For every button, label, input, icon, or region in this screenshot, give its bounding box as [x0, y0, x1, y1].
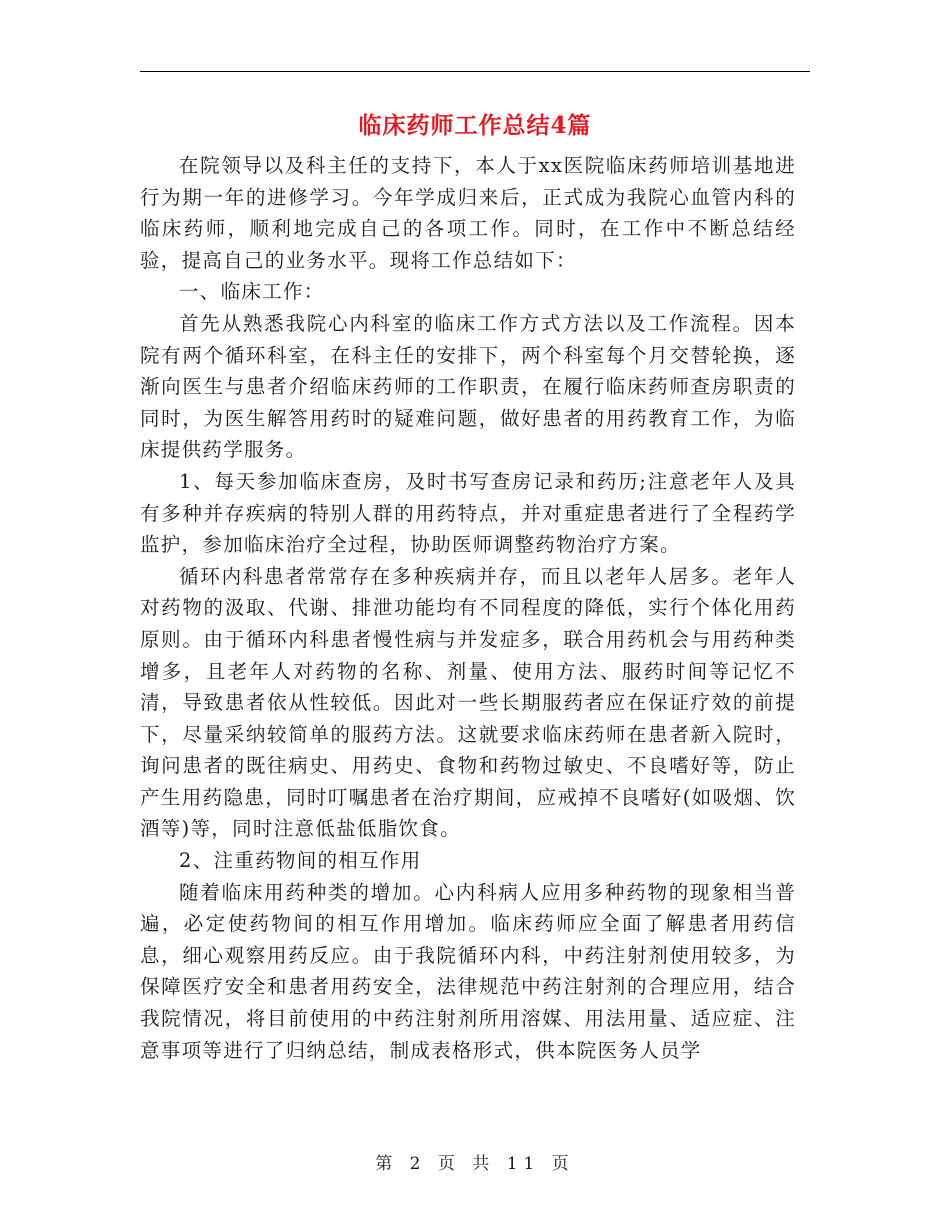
paragraph-drug-interactions: 随着临床用药种类的增加。心内科病人应用多种药物的现象相当普遍，必定使药物间的相互作用增加。临床药师应全面了解患者用药信息，细心观察用药反应。由于我院循环内科，中药注射剂使用较多，为保障医疗安全和患者用药安全，法律规范中药注射剂的合理应用，结合我院情况，将目前使用的中药注射剂所用溶媒、用法用量、适应症、注意事项等进行了归纳总结，制成表格形式，供本院医务人员学 [140, 880, 796, 1062]
document-title: 临床药师工作总结4篇 [358, 112, 592, 139]
page-footer: 第 2 页 共 11 页 [375, 1154, 575, 1174]
header-rule [140, 71, 810, 72]
heading-drug-interactions: 2、注重药物间的相互作用 [179, 849, 422, 873]
document-body [140, 150, 796, 1066]
paragraph-intro: 在院领导以及科主任的支持下，本人于xx医院临床药师培训基地进行为期一年的进修学习。今年学成归来后，正式成为我院心血管内科的临床药师，顺利地完成自己的各项工作。同时，在工作中不断总结经验，提高自己的业务水平。现将工作总结如下： [140, 154, 796, 272]
paragraph-elderly-patients: 循环内科患者常常存在多种疾病并存，而且以老年人居多。老年人对药物的汲取、代谢、排泄功能均有不同程度的降低，实行个体化用药原则。由于循环内科患者慢性病与并发症多，联合用药机会与用药种类增多，且老年人对药物的名称、剂量、使用方法、服药时间等记忆不清，导致患者依从性较低。因此对一些长期服药者应在保证疗效的前提下，尽量采纳较简单的服药方法。这就要求临床药师在患者新入院时，询问患者的既往病史、用药史、食物和药物过敏史、不良嗜好等，防止产生用药隐患，同时叮嘱患者在治疗期间，应戒掉不良嗜好(如吸烟、饮酒等)等，同时注意低盐低脂饮食。 [140, 564, 796, 841]
paragraph-ward-rounds: 1、每天参加临床查房，及时书写查房记录和药历;注意老年人及具有多种并存疾病的特别人群的用药特点，并对重症患者进行了全程药学监护，参加临床治疗全过程，协助医师调整药物治疗方案。 [140, 469, 796, 557]
heading-clinical-work: 一、临床工作： [179, 280, 325, 304]
paragraph-familiarize: 首先从熟悉我院心内科室的临床工作方式方法以及工作流程。因本院有两个循环科室，在科主任的安排下，两个科室每个月交替轮换，逐渐向医生与患者介绍临床药师的工作职责，在履行临床药师查房职责的同时，为医生解答用药时的疑难问题，做好患者的用药教育工作，为临床提供药学服务。 [140, 311, 796, 462]
